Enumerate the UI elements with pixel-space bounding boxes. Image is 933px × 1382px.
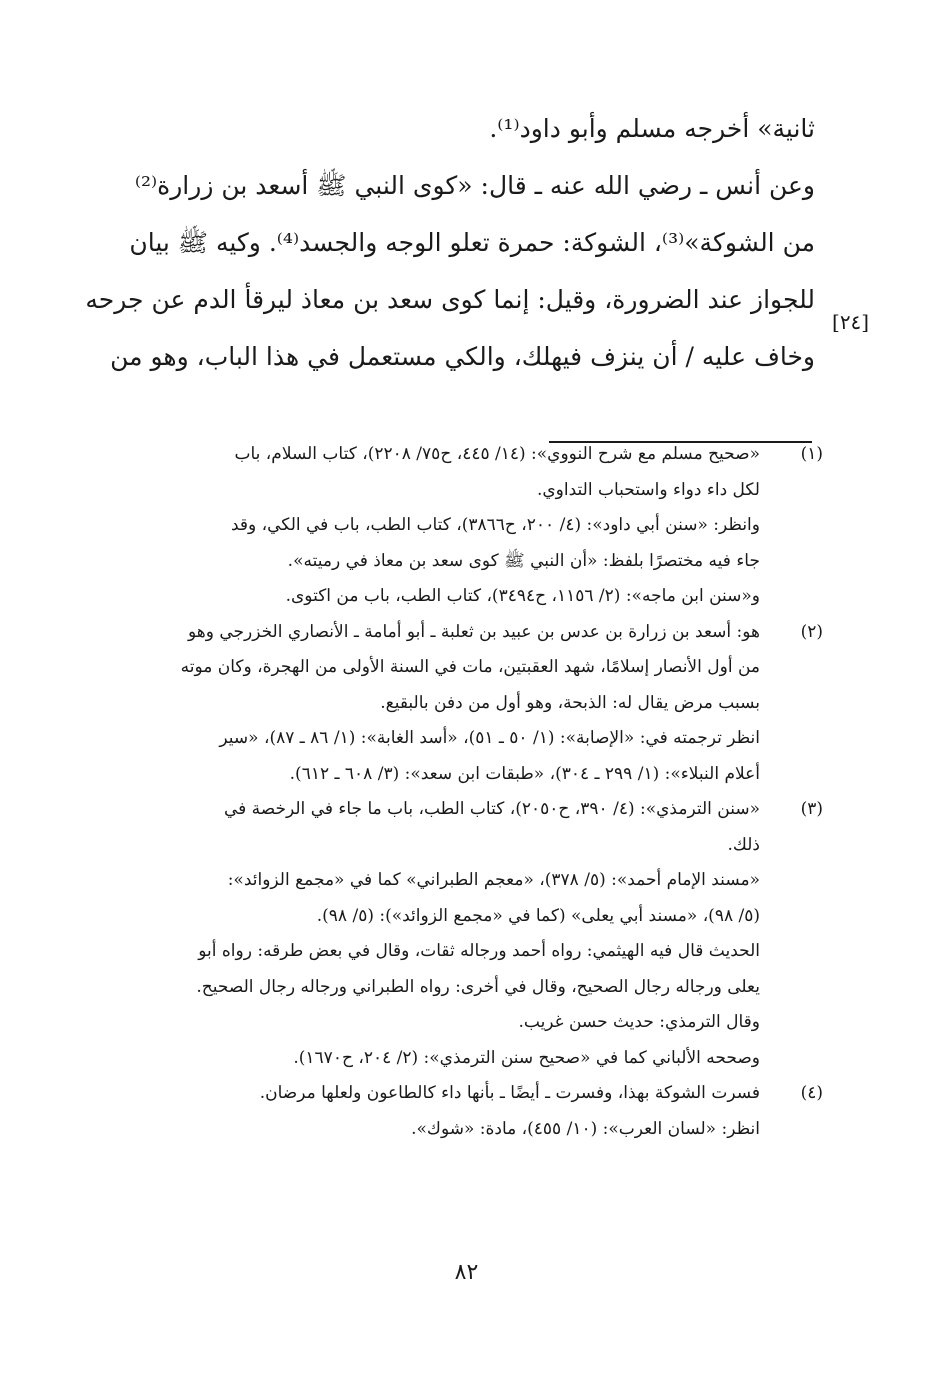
- footnote-line: [115, 970, 815, 1006]
- footnote-line: [115, 1005, 815, 1041]
- main-text-line: من الشوكة»⁽³⁾، الشوكة: حمرة تعلو الوجه والجسد⁽⁴⁾. وكيه ﷺ بيان: [129, 228, 815, 257]
- footnote-line: [115, 792, 823, 828]
- footnote-text: «صحيح مسلم مع شرح النووي»: (١٤/ ٤٤٥، ح٧٥/ ٢٢٠٨)، كتاب السلام، باب: [234, 444, 760, 464]
- footnote-text: و«سنن ابن ماجه»: (٢/ ١١٥٦، ح٣٤٩٤)، كتاب الطب، باب من اكتوى.: [285, 586, 760, 606]
- footnote-line: [115, 1112, 815, 1148]
- footnote-text: انظر: «لسان العرب»: (١٠/ ٤٥٥)، مادة: «شوك».: [411, 1118, 760, 1139]
- footnote-text: انظر ترجمته في: «الإصابة»: (١/ ٥٠ ـ ٥١)، «أسد الغابة»: (١/ ٨٦ ـ ٨٧)، «سير: [219, 728, 760, 748]
- footnote-text: من أول الأنصار إسلامًا، شهد العقبتين، مات في السنة الأولى من الهجرة، وكان موته: [180, 657, 760, 677]
- footnote-text: لكل داء دواء واستحباب التداوي.: [536, 479, 760, 500]
- footnote-text: أعلام النبلاء»: (١/ ٢٩٩ ـ ٣٠٤)، «طبقات ابن سعد»: (٣/ ٦٠٨ ـ ٦١٢).: [289, 763, 760, 784]
- footnote-text: فسرت الشوكة بهذا، وفسرت ـ أيضًا ـ بأنها داء كالطاعون ولعلها مرضان.: [259, 1083, 760, 1103]
- footnote-text: «سنن الترمذي»: (٤/ ٣٩٠، ح٢٠٥٠)، كتاب الطب، باب ما جاء في الرخصة في: [223, 799, 760, 819]
- footnote-line: [115, 650, 815, 686]
- footnote-line: [115, 544, 815, 580]
- footnote-line: [115, 579, 815, 615]
- footnote-number: (١): [800, 444, 823, 464]
- footnote-line: [115, 757, 815, 793]
- footnote-text: وقال الترمذي: حديث حسن غريب.: [518, 1012, 760, 1032]
- footnote-text: «مسند الإمام أحمد»: (٥/ ٣٧٨)، «معجم الطبراني» كما في «مجمع الزوائد»:: [227, 870, 760, 890]
- main-text-line: ثانية» أخرجه مسلم وأبو داود⁽¹⁾.: [489, 114, 815, 143]
- main-text: [85, 100, 815, 385]
- footnote-number: (٣): [800, 799, 823, 819]
- footnote-text: الحديث قال فيه الهيثمي: رواه أحمد ورجاله ثقات، وقال في بعض طرقه: رواه أبو: [198, 941, 760, 961]
- main-text-line: وعن أنس ـ رضي الله عنه ـ قال: «كوى النبي ﷺ أسعد بن زرارة⁽²⁾: [134, 171, 815, 200]
- footnote-text: جاء فيه مختصرًا بلفظ: «أن النبي ﷺ كوى سعد بن معاذ في رميته».: [287, 550, 760, 571]
- footnote-line: [115, 437, 823, 473]
- footnote-text: ذلك.: [727, 834, 760, 855]
- footnote-line: [115, 1041, 815, 1077]
- footnote-text: وانظر: «سنن أبي داود»: (٤/ ٢٠٠، ح٣٨٦٦)، كتاب الطب، باب في الكي، وقد: [230, 515, 760, 535]
- footnote-line: [115, 1076, 823, 1112]
- footnote-line: [115, 828, 815, 864]
- footnote-line: [115, 686, 815, 722]
- footnote-text: بسبب مرض يقال له: الذبحة، وهو أول من دفن بالبقيع.: [380, 692, 760, 713]
- footnote-text: وصححه الألباني كما في «صحيح سنن الترمذي»: (٢/ ٢٠٤، ح١٦٧٠).: [293, 1047, 760, 1068]
- main-text-line: وخاف عليه / أن ينزف فيهلك، والكي مستعمل في هذا الباب، وهو من: [110, 342, 815, 371]
- footnote-line: [115, 863, 815, 899]
- footnote-line: [115, 721, 815, 757]
- footnote-text: يعلى ورجاله رجال الصحيح، وقال في أخرى: رواه الطبراني ورجاله رجال الصحيح.: [196, 976, 760, 997]
- footnote-line: [115, 615, 823, 651]
- footnote-number: (٢): [800, 621, 823, 642]
- footnote-line: [115, 934, 815, 970]
- footnote-number: (٤): [800, 1083, 823, 1103]
- footnote-line: [115, 508, 815, 544]
- main-text-line: للجواز عند الضرورة، وقيل: إنما كوى سعد بن معاذ ليرقأ الدم عن جرحه: [85, 285, 815, 314]
- footnote-text: هو: أسعد بن زرارة بن عدس بن عبيد بن ثعلبة ـ أبو أمامة ـ الأنصاري الخزرجي وهو: [187, 621, 760, 642]
- footnotes: [115, 437, 823, 1147]
- footnote-line: [115, 899, 815, 935]
- footnote-line: [115, 473, 815, 509]
- manuscript-folio-marker: [٢٤]: [832, 310, 870, 334]
- page-number: ٨٢: [454, 1260, 479, 1285]
- footnote-text: (٥/ ٩٨)، «مسند أبي يعلى» (كما في «مجمع الزوائد»): (٥/ ٩٨).: [316, 905, 760, 926]
